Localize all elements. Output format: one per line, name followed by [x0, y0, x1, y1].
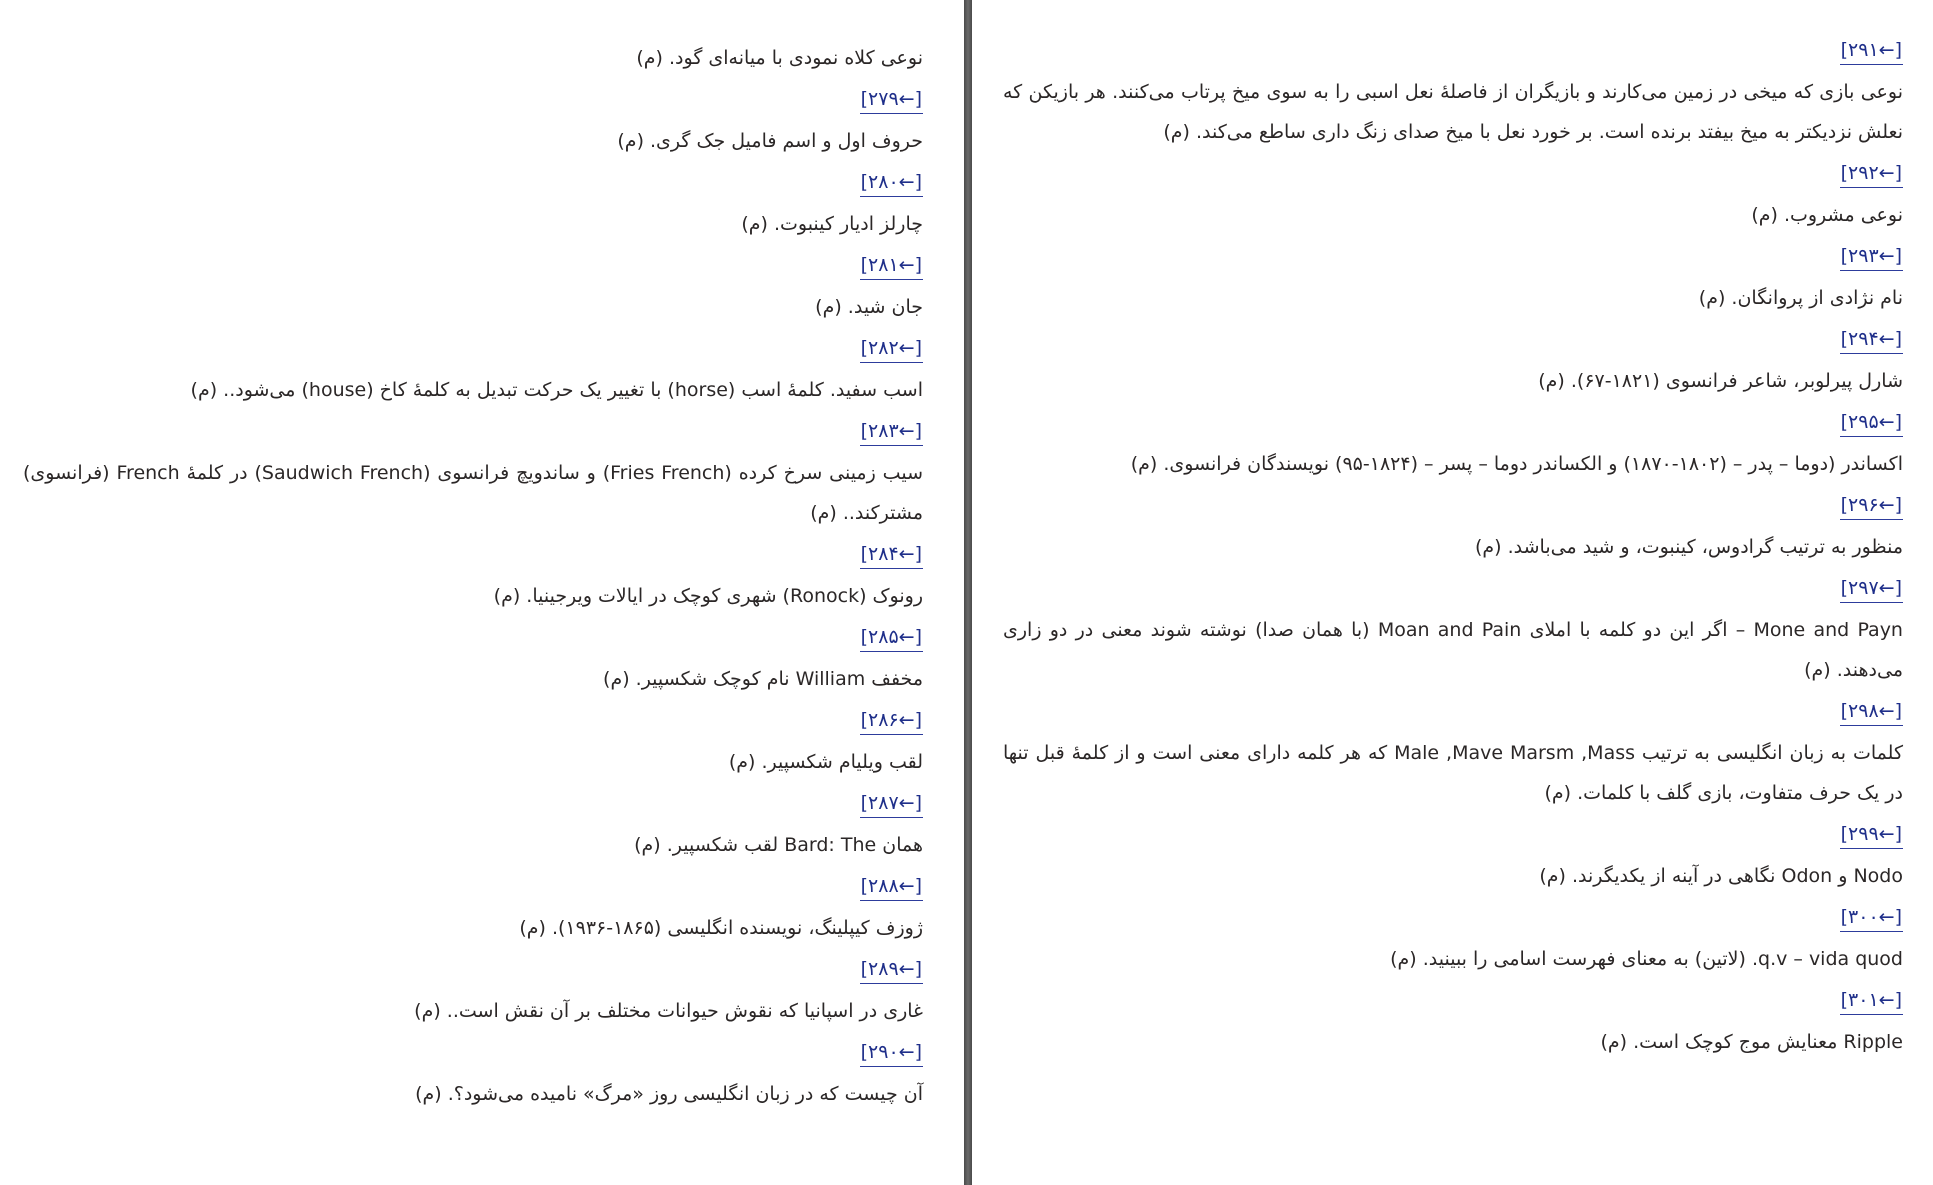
- note-text: حروف اول و اسم فامیل جک گری. (م): [617, 130, 923, 152]
- note-text: اسب سفید. کلمهٔ اسب (horse) با تغییر یک حرکت تبدیل به کلمهٔ کاخ (house) می‌شود.. (م): [190, 379, 923, 401]
- footnote-entry: [23, 336, 923, 410]
- footnote-entry: [1003, 822, 1903, 896]
- note-text: Mone and Payn – اگر این دو کلمه با املای Moan and Pain (با همان صدا) نوشته شوند معنی در دو زاری می‌دهند. (م): [1003, 619, 1903, 681]
- footnote-backlink[interactable]: [←۲۹۴]: [1840, 327, 1903, 354]
- footnote-backlink[interactable]: [←۲۸۲]: [860, 336, 923, 363]
- page-divider: [964, 0, 972, 1185]
- footnote-entry: [23, 419, 923, 533]
- footnote-entry: [1003, 410, 1903, 484]
- footnote-entry: [23, 957, 923, 1031]
- footnote-entry: [23, 253, 923, 327]
- note-text: آن چیست که در زبان انگلیسی روز «مرگ» نامیده می‌شود؟. (م): [415, 1083, 923, 1105]
- footnote-backlink[interactable]: [←۲۸۹]: [860, 957, 923, 984]
- footnote-entry: [23, 542, 923, 616]
- footnote-entry: [23, 170, 923, 244]
- footnote-backlink[interactable]: [←۲۸۷]: [860, 791, 923, 818]
- note-text: کلمات به زبان انگلیسی به ترتیب Male ,Mave Marsm ,Mass که هر کلمه دارای معنی است و از کلمهٔ قبل تنها در یک حرف متفاوت، بازی گلف با کلمات. (م): [1003, 742, 1904, 804]
- footnote-backlink[interactable]: [←۲۸۰]: [860, 170, 923, 197]
- footnote-backlink[interactable]: [←۳۰۰]: [1840, 905, 1903, 932]
- footnote-entry: [1003, 905, 1903, 979]
- footnote-entry: [1003, 161, 1903, 235]
- footnote-entry: [23, 791, 923, 865]
- footnote-entry: [1003, 988, 1903, 1062]
- note-text: رونوک (Ronock) شهری کوچک در ایالات ویرجینیا. (م): [493, 585, 923, 607]
- footnote-entry: [1003, 576, 1903, 690]
- footnote-backlink[interactable]: [←۲۸۸]: [860, 874, 923, 901]
- footnote-backlink[interactable]: [←۳۰۱]: [1840, 988, 1903, 1015]
- left-page-notes: [23, 38, 923, 1123]
- note-text: Nodo و Odon نگاهی در آینه از یکدیگرند. (م): [1539, 865, 1903, 887]
- left-page: [0, 0, 964, 1185]
- footnote-entry: [23, 874, 923, 948]
- footnote-backlink[interactable]: [←۲۷۹]: [860, 87, 923, 114]
- footnote-backlink[interactable]: [←۲۹۲]: [1840, 161, 1903, 188]
- footnote-backlink[interactable]: [←۲۸۳]: [860, 419, 923, 446]
- note-text: مخفف William نام کوچک شکسپیر. (م): [603, 668, 923, 690]
- footnote-backlink[interactable]: [←۲۸۵]: [860, 625, 923, 652]
- note-text: منظور به ترتیب گرادوس، کینبوت، و شید می‌باشد. (م): [1475, 536, 1903, 558]
- note-text: سیب زمینی سرخ کرده (Fries French) و ساندویچ فرانسوی (Saudwich French) در کلمهٔ French (فرانسوی) مشترکند.. (م): [23, 462, 923, 524]
- footnote-entry: [23, 708, 923, 782]
- footnote-entry: [23, 87, 923, 161]
- footnote-entry: [1003, 327, 1903, 401]
- footnote-entry: [1003, 699, 1903, 813]
- footnote-backlink[interactable]: [←۲۸۶]: [860, 708, 923, 735]
- note-text: نوعی مشروب. (م): [1751, 204, 1903, 226]
- note-text: لقب ویلیام شکسپیر. (م): [728, 751, 923, 773]
- footnote-entry: [1003, 493, 1903, 567]
- footnote-backlink[interactable]: [←۲۹۰]: [860, 1040, 923, 1067]
- footnote-backlink[interactable]: [←۲۹۹]: [1840, 822, 1903, 849]
- note-text: q.v – vida quod. (لاتین) به معنای فهرست اسامی را ببینید. (م): [1390, 948, 1903, 970]
- note-text: شارل پیرلوبر، شاعر فرانسوی (۱۸۲۱-۶۷). (م): [1538, 370, 1903, 392]
- footnote-backlink[interactable]: [←۲۹۱]: [1840, 38, 1903, 65]
- note-text: ژوزف کیپلینگ، نویسنده انگلیسی (۱۸۶۵-۱۹۳۶). (م): [519, 917, 923, 939]
- footnote-backlink[interactable]: [←۲۸۱]: [860, 253, 923, 280]
- footnote-entry: [1003, 38, 1903, 152]
- note-text: نوعی کلاه نمودی با میانه‌ای گود. (م): [636, 47, 923, 69]
- note-text: نام نژادی از پروانگان. (م): [1698, 287, 1903, 309]
- note-text: غاری در اسپانیا که نقوش حیوانات مختلف بر آن نقش است.. (م): [414, 1000, 923, 1022]
- footnote-backlink[interactable]: [←۲۸۴]: [860, 542, 923, 569]
- note-text: نوعی بازی که میخی در زمین می‌کارند و بازیگران از فاصلهٔ نعل اسبی را به سوی میخ پرتاب می‌کنند. هر بازیکن که نعلش نزدیکتر به میخ بیفتد برنده است. بر خورد نعل با میخ صدای زنگ داری ساطع می‌کند. (م): [1003, 81, 1903, 143]
- footnote-backlink[interactable]: [←۲۹۷]: [1840, 576, 1903, 603]
- note-text: اکساندر (دوما – پدر – (۱۸۰۲-۱۸۷۰) و الکساندر دوما – پسر – (۱۸۲۴-۹۵) نویسندگان فرانسوی. (م): [1130, 453, 1903, 475]
- footnote-backlink[interactable]: [←۲۹۵]: [1840, 410, 1903, 437]
- note-text: جان شید. (م): [815, 296, 923, 318]
- footnote-backlink[interactable]: [←۲۹۳]: [1840, 244, 1903, 271]
- footnote-entry: [23, 625, 923, 699]
- right-page: [972, 0, 1933, 1185]
- footnote-backlink[interactable]: [←۲۹۶]: [1840, 493, 1903, 520]
- note-text: همان Bard: The لقب شکسپیر. (م): [634, 834, 923, 856]
- note-text: Ripple معنایش موج کوچک است. (م): [1600, 1031, 1903, 1053]
- footnote-entry: [23, 1040, 923, 1114]
- footnote-entry: [1003, 244, 1903, 318]
- footnote-backlink[interactable]: [←۲۹۸]: [1840, 699, 1903, 726]
- note-text: چارلز ادیار کینبوت. (م): [741, 213, 923, 235]
- right-page-notes: [1003, 38, 1903, 1071]
